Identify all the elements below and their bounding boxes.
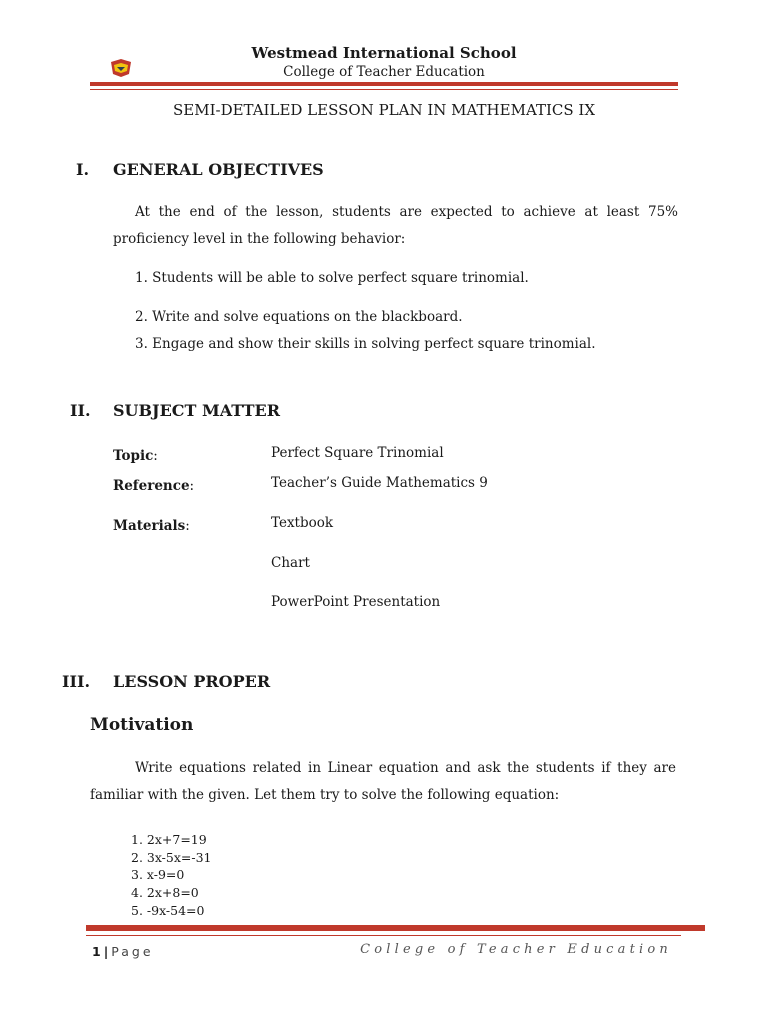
document-title: SEMI-DETAILED LESSON PLAN IN MATHEMATICS IX (172, 101, 596, 119)
header-rule-thin (90, 89, 678, 90)
reference-value: Teacher’s Guide Mathematics 9 (271, 475, 488, 491)
section-number: III. (62, 672, 91, 691)
page-word: Page (111, 944, 154, 959)
header-rule (90, 82, 678, 86)
reference-label-row: Reference: (113, 478, 195, 494)
objective-item: 3. Engage and show their skills in solving perfect square trinomial. (135, 336, 596, 352)
footer-college: College of Teacher Education (360, 942, 672, 957)
material-item: Textbook (271, 515, 334, 531)
material-item: PowerPoint Presentation (271, 594, 441, 610)
school-name: Westmead International School (251, 44, 517, 62)
footer-rule-thin (86, 935, 681, 936)
page-number: 1 (92, 944, 101, 959)
motivation-heading: Motivation (90, 715, 194, 735)
footer-rule (86, 925, 705, 931)
equation-item: 5. -9x-54=0 (131, 903, 205, 918)
motivation-text: Write equations related in Linear equation and ask the students if they are familiar with the given. Let them try to solve the following equation: (90, 760, 676, 803)
material-item: Chart (271, 555, 310, 571)
equation-item: 4. 2x+8=0 (131, 885, 199, 900)
equation-item: 1. 2x+7=19 (131, 832, 207, 847)
objective-item: 1. Students will be able to solve perfect square trinomial. (135, 270, 529, 286)
school-logo-icon (109, 58, 133, 78)
topic-label: Topic (113, 448, 154, 464)
materials-label: Materials (113, 518, 186, 534)
materials-label-row: Materials: (113, 518, 190, 534)
reference-label: Reference (113, 478, 190, 494)
section-title: LESSON PROPER (113, 672, 271, 691)
section-title: GENERAL OBJECTIVES (113, 160, 324, 179)
page-indicator: 1 | Page (92, 944, 154, 959)
topic-label-row: Topic: (113, 448, 158, 464)
topic-value: Perfect Square Trinomial (271, 445, 444, 461)
objective-item: 2. Write and solve equations on the blackboard. (135, 309, 463, 325)
college-name: College of Teacher Education (283, 64, 485, 80)
section-title: SUBJECT MATTER (113, 401, 280, 420)
section-number: II. (70, 401, 91, 420)
objectives-intro: At the end of the lesson, students are expected to achieve at least 75% proficiency level in the following behavior: (113, 204, 678, 247)
section-number: I. (76, 160, 90, 179)
equation-item: 3. x-9=0 (131, 867, 185, 882)
equation-item: 2. 3x-5x=-31 (131, 850, 212, 865)
